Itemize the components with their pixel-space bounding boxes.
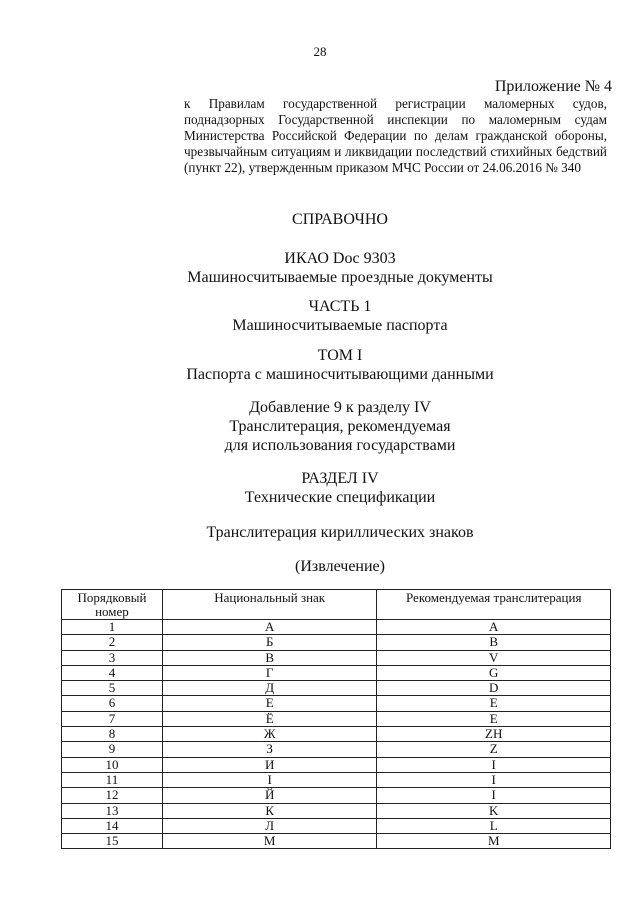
table-row — [62, 757, 611, 772]
table-row — [62, 834, 611, 849]
row-number-cell: 15 — [62, 834, 163, 849]
national-sign-cell: Й — [162, 788, 377, 803]
reference-heading — [40, 210, 640, 229]
section-heading — [40, 469, 640, 507]
table-row — [62, 681, 611, 696]
national-sign-cell: З — [162, 742, 377, 757]
table-row — [62, 711, 611, 726]
transliteration-cell: ZH — [377, 727, 611, 742]
row-number-cell: 1 — [62, 620, 163, 635]
national-sign-cell: Л — [162, 818, 377, 833]
addendum-label: Добавление 9 к разделу IV — [249, 399, 431, 416]
row-number-cell: 14 — [62, 818, 163, 833]
table-body — [62, 620, 611, 849]
excerpt-note — [40, 557, 640, 576]
row-number-cell: 8 — [62, 727, 163, 742]
document-heading — [40, 249, 640, 287]
addendum-heading — [40, 398, 640, 455]
transliteration-cell: E — [377, 696, 611, 711]
table-row — [62, 788, 611, 803]
section-label: РАЗДЕЛ IV — [301, 470, 379, 487]
excerpt-text: (Извлечение) — [295, 558, 385, 575]
transliteration-cell: G — [377, 665, 611, 680]
table-row — [62, 665, 611, 680]
volume-label: ТОМ I — [317, 347, 363, 364]
transliteration-cell: I — [377, 757, 611, 772]
transliteration-cell: I — [377, 772, 611, 787]
transliteration-cell: L — [377, 818, 611, 833]
transliteration-cell: D — [377, 681, 611, 696]
transliteration-cell: E — [377, 711, 611, 726]
national-sign-cell: І — [162, 772, 377, 787]
transliteration-cell: V — [377, 650, 611, 665]
header-transliteration: Рекомендуемая транслитерация — [377, 590, 611, 620]
volume-title: Паспорта с машиносчитывающими данными — [186, 366, 494, 383]
transliteration-cell: I — [377, 788, 611, 803]
volume-heading — [40, 346, 640, 384]
transliteration-table — [61, 589, 611, 849]
addendum-line-2: Транслитерация, рекомендуемая — [229, 418, 451, 435]
part-label: ЧАСТЬ 1 — [308, 298, 372, 315]
national-sign-cell: А — [162, 620, 377, 635]
transliteration-cell: M — [377, 834, 611, 849]
table-row — [62, 818, 611, 833]
row-number-cell: 11 — [62, 772, 163, 787]
national-sign-cell: М — [162, 834, 377, 849]
header-number: Порядковый номер — [62, 590, 163, 620]
row-number-cell: 12 — [62, 788, 163, 803]
table-row — [62, 696, 611, 711]
national-sign-cell: Е — [162, 696, 377, 711]
national-sign-cell: Ё — [162, 711, 377, 726]
section-title: Технические спецификации — [244, 489, 436, 506]
table-row — [62, 803, 611, 818]
transliteration-cell: A — [377, 620, 611, 635]
national-sign-cell: Б — [162, 635, 377, 650]
table-title-text: Транслитерация кириллических знаков — [206, 524, 474, 541]
table-row — [62, 742, 611, 757]
row-number-cell: 3 — [62, 650, 163, 665]
row-number-cell: 5 — [62, 681, 163, 696]
part-heading — [40, 297, 640, 335]
national-sign-cell: И — [162, 757, 377, 772]
table-title — [40, 523, 640, 542]
header-national-sign: Национальный знак — [162, 590, 377, 620]
national-sign-cell: Д — [162, 681, 377, 696]
transliteration-cell: Z — [377, 742, 611, 757]
reference-label: СПРАВОЧНО — [292, 211, 388, 228]
doc-title: Машиносчитываемые проездные документы — [187, 269, 493, 286]
transliteration-cell: K — [377, 803, 611, 818]
appendix-title: Приложение № 4 — [494, 78, 612, 95]
row-number-cell: 6 — [62, 696, 163, 711]
table-row — [62, 620, 611, 635]
table-row — [62, 635, 611, 650]
row-number-cell: 10 — [62, 757, 163, 772]
transliteration-cell: B — [377, 635, 611, 650]
doc-code: ИКАО Doc 9303 — [284, 250, 396, 267]
row-number-cell: 9 — [62, 742, 163, 757]
row-number-cell: 2 — [62, 635, 163, 650]
table-header-row — [62, 590, 611, 620]
national-sign-cell: В — [162, 650, 377, 665]
table-row — [62, 650, 611, 665]
row-number-cell: 7 — [62, 711, 163, 726]
national-sign-cell: Ж — [162, 727, 377, 742]
national-sign-cell: К — [162, 803, 377, 818]
addendum-line-3: для использования государствами — [224, 437, 456, 454]
appendix-body: к Правилам государственной регистрации маломерных судов, поднадзорных Государственной инспекции по маломерным судам Министерства Российской Федерации по делам гражданской обороны, чрезвычайным ситуациям и ликвидации последствий стихийных бедствий (пункт 22), утвержденным приказом МЧС России от 24.06.2016 № 340 — [184, 96, 607, 175]
row-number-cell: 13 — [62, 803, 163, 818]
row-number-cell: 4 — [62, 665, 163, 680]
table-row — [62, 727, 611, 742]
table-row — [62, 772, 611, 787]
page-number: 28 — [313, 44, 327, 59]
part-title: Машиносчитываемые паспорта — [232, 317, 448, 334]
national-sign-cell: Г — [162, 665, 377, 680]
